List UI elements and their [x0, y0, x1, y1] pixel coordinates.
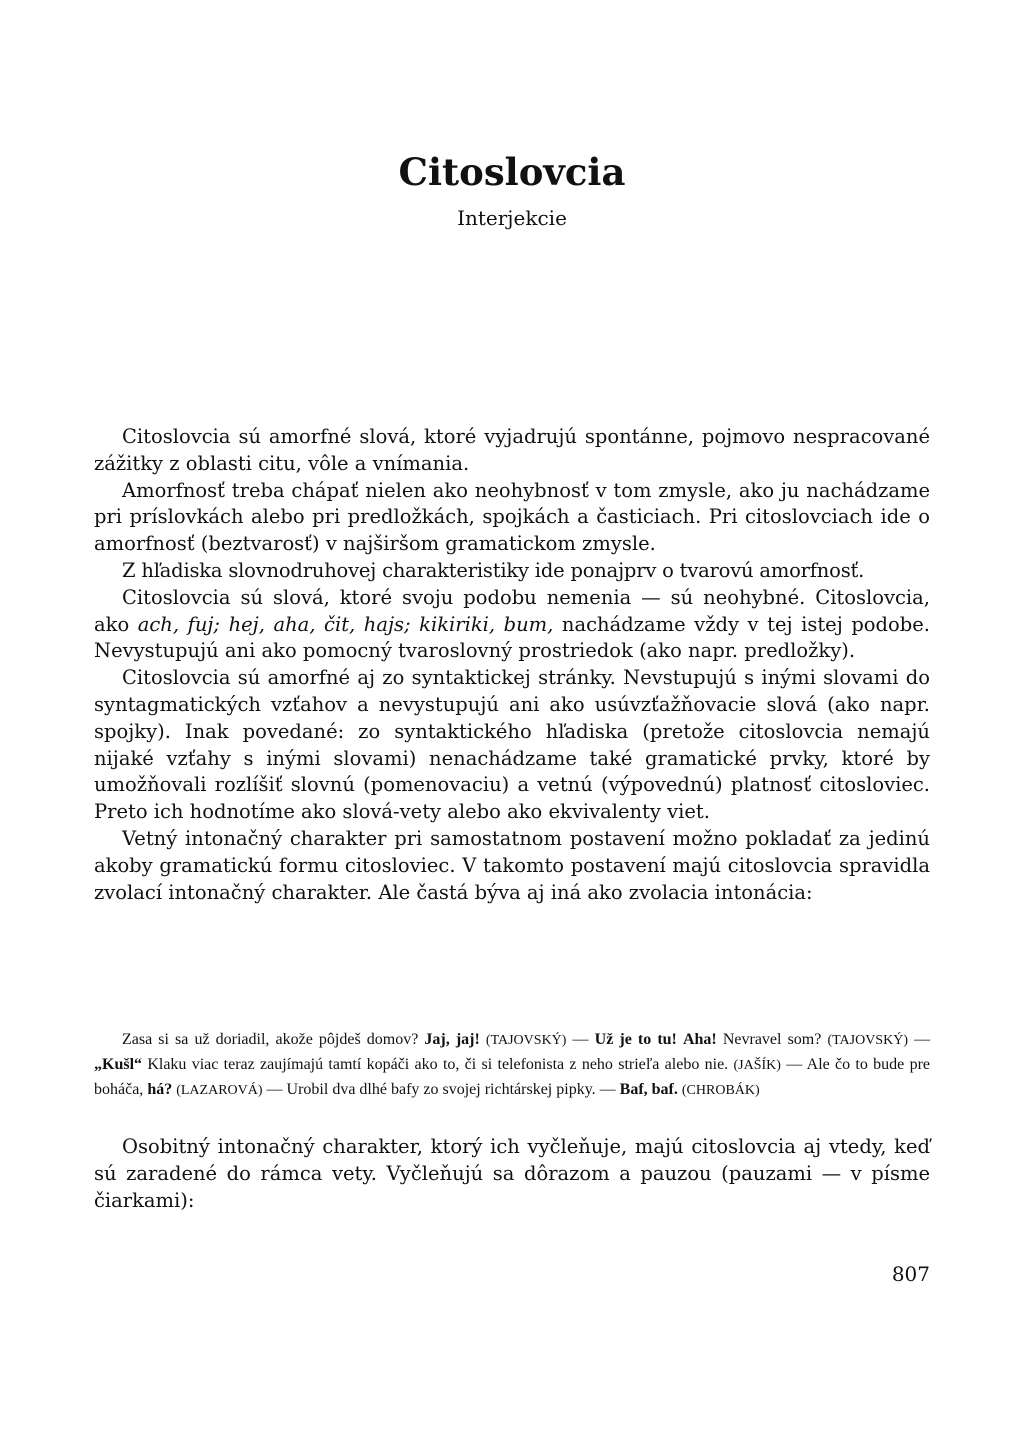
- example-author: (JAŠÍK): [733, 1058, 781, 1073]
- example-interjection: Jaj, jaj!: [424, 1031, 480, 1048]
- example-author: (CHROBÁK): [681, 1083, 760, 1098]
- inline-examples: ach, fuj; hej, aha, čit, hajs; kikiriki, bum,: [137, 612, 554, 636]
- example-interjection: há?: [147, 1081, 173, 1098]
- example-interjection: Baf, baf.: [619, 1081, 678, 1098]
- paragraph-4: [94, 585, 930, 665]
- example-block: [94, 1028, 930, 1103]
- main-text: [94, 424, 930, 906]
- example-author: (TAJOVSKÝ): [827, 1033, 908, 1048]
- example-sentence: Klaku viac teraz zaujímajú tamtí kopáči ako to, či si telefonista z neho strieľa alebo nie.: [147, 1056, 729, 1073]
- example-author: (LAZAROVÁ): [176, 1083, 263, 1098]
- example-sentence: — Ale čo to bude pre boháča,: [94, 1056, 930, 1098]
- paragraph-3: Z hľadiska slovnodruhovej charakteristiky ide ponajprv o tvarovú amorfnosť.: [122, 558, 865, 582]
- example-interjection: Už je to tu!: [594, 1031, 677, 1048]
- page-title: Citoslovcia: [398, 150, 626, 194]
- example-sentence: Zasa si sa už doriadil, akože pôjdeš domov?: [122, 1031, 419, 1048]
- closing-paragraph: Osobitný intonačný charakter, ktorý ich vyčleňuje, majú citoslovcia aj vtedy, keď sú zaradené do rámca vety. Vyčleňujú sa dôrazom a pauzou (pauzami — v písme čiarkami):: [94, 1135, 930, 1212]
- paragraph-2: Amorfnosť treba chápať nielen ako neohybnosť v tom zmysle, ako ju nachádzame pri príslovkách alebo pri predložkách, spojkách a časticiach. Pri citoslovciach ide o amorfnosť (beztvarosť) v najširšom gramatickom zmysle.: [94, 478, 930, 556]
- example-sentence: — Urobil dva dlhé bafy zo svojej richtárskej pipky. —: [266, 1081, 616, 1098]
- example-interjection: Aha!: [682, 1031, 717, 1048]
- paragraph-4-end: nachádzame vždy v tej istej podobe. Nevystupujú ani ako pomocný tvaroslovný prostriedok (ako napr. predložky).: [94, 612, 930, 663]
- example-sentence: Nevravel som?: [722, 1031, 822, 1048]
- paragraph-4-start: Citoslovcia sú slová, ktoré svoju podobu nemenia — sú neohybné. Citoslovcia, ako: [94, 585, 930, 636]
- example-interjection: „Kušl“: [94, 1056, 143, 1073]
- page-subtitle: Interjekcie: [457, 206, 567, 230]
- paragraph-6: Vetný intonačný charakter pri samostatnom postavení možno pokladať za jedinú akoby gramatickú formu citosloviec. V takomto postavení majú citoslovcia spravidla zvolací intonačný charakter. Ale častá býva aj iná ako zvolacia intonácia:: [94, 826, 930, 904]
- paragraph-5: Citoslovcia sú amorfné aj zo syntaktickej stránky. Nevstupujú s inými slovami do syntagmatických vzťahov a nevystupujú ani ako usúvzťažňovacie slová (ako napr. spojky). Inak povedané: zo syntaktického hľadiska (pretože citoslovcia nemajú nijaké vzťahy s inými slovami) nenachádzame také gramatické prvky, ktoré by umožňovali rozlíšiť slovnú (pomenovaciu) a vetnú (výpovednú) platnosť citosloviec. Preto ich hodnotíme ako slová-vety alebo ako ekvivalenty viet.: [94, 666, 930, 824]
- example-sentence: —: [572, 1031, 589, 1048]
- example-sentence: —: [914, 1031, 931, 1048]
- paragraph-1: Citoslovcia sú amorfné slová, ktoré vyjadrujú spontánne, pojmovo nespracované zážitky z oblasti citu, vôle a vnímania.: [94, 425, 930, 475]
- page-number: 807: [891, 1262, 930, 1286]
- example-author: (TAJOVSKÝ): [485, 1033, 567, 1048]
